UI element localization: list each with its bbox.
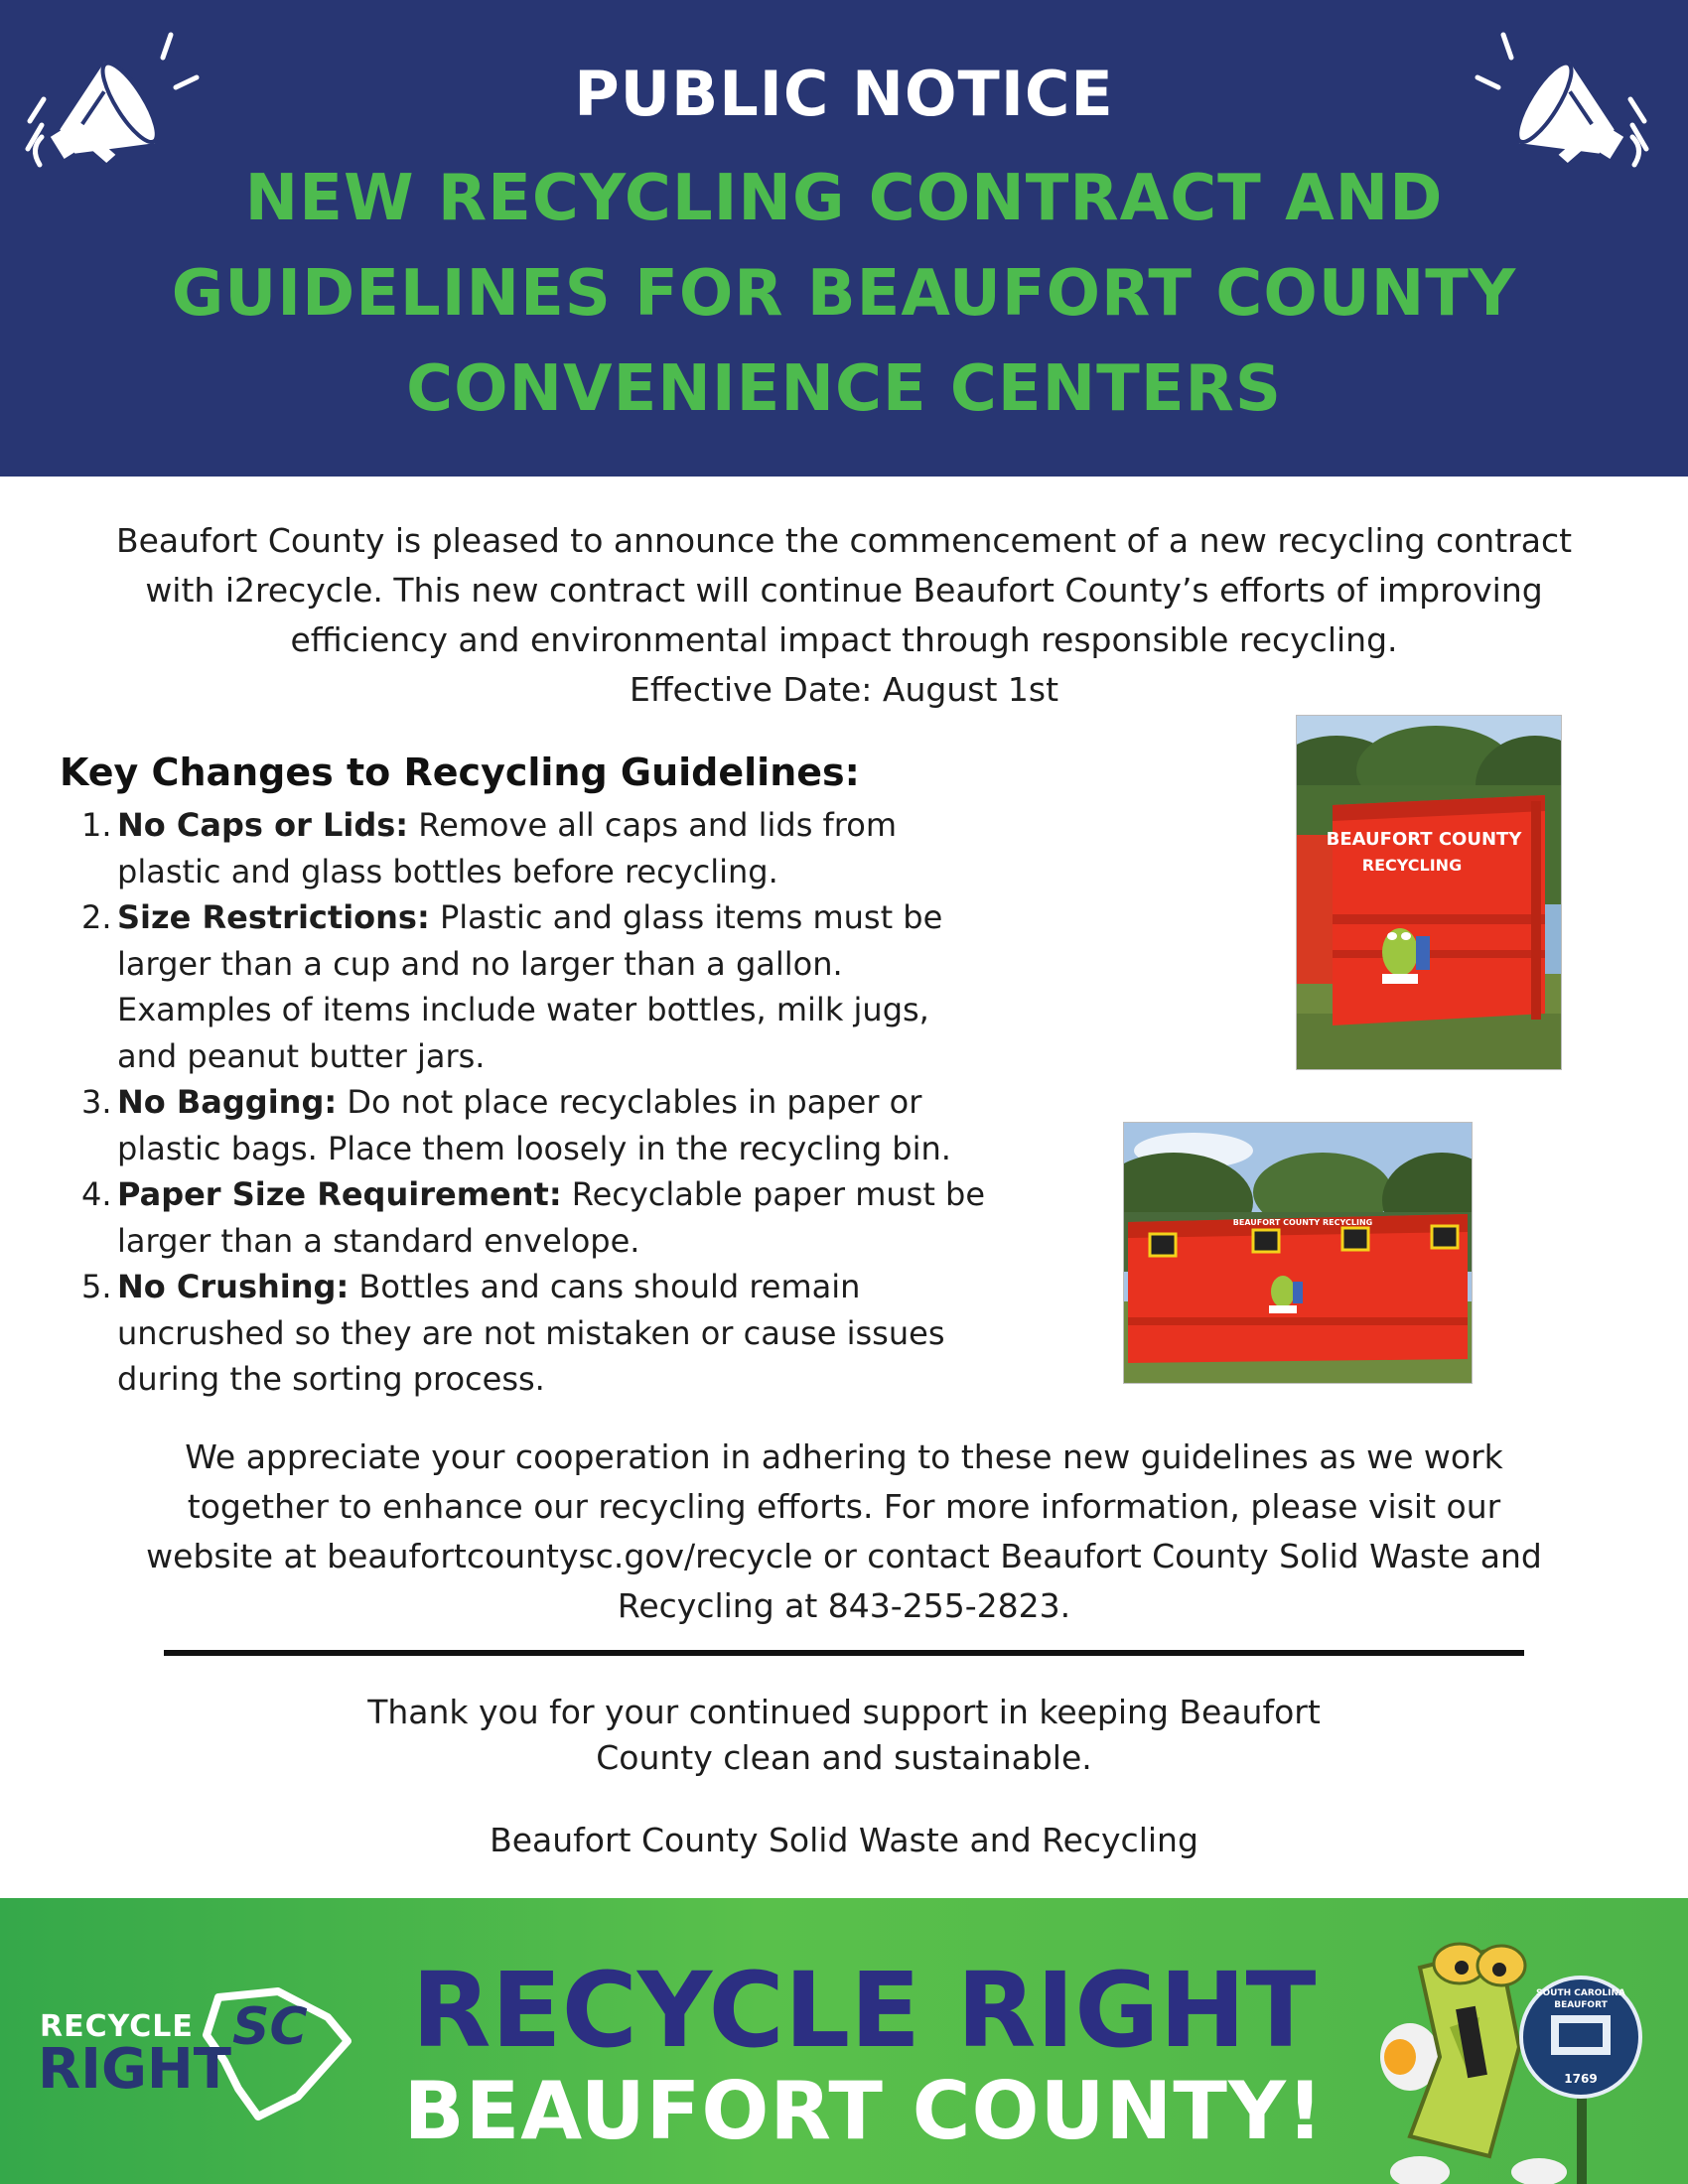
signoff: Beaufort County Solid Waste and Recycling: [490, 1821, 1198, 1859]
item-label: No Crushing:: [117, 1268, 350, 1305]
item-text: during the sorting process.: [117, 1360, 545, 1398]
public-notice-title: PUBLIC NOTICE: [574, 58, 1114, 130]
closing-line: Recycling at 843-255-2823.: [617, 1586, 1071, 1625]
key-changes-list: [81, 802, 1015, 1403]
item-number: 2.: [81, 898, 112, 936]
container-photo-long: [1123, 1122, 1473, 1384]
item-number: 3.: [81, 1083, 112, 1121]
closing-line: We appreciate your cooperation in adhering to these new guidelines as we work: [185, 1437, 1503, 1476]
item-text: Do not place recyclables in paper or: [337, 1083, 922, 1121]
logo-recycle-text: RECYCLE: [40, 2009, 194, 2044]
key-changes-title: Key Changes to Recycling Guidelines:: [60, 751, 860, 794]
item-label: Size Restrictions:: [117, 898, 430, 936]
item-number: 4.: [81, 1175, 112, 1213]
container-label: BEAUFORT COUNTY: [1326, 829, 1522, 850]
thanks-message: [248, 1690, 1440, 1781]
seal-text: SOUTH CAROLINA: [1536, 1988, 1625, 1998]
intro-line: Beaufort County is pleased to announce the commencement of a new recycling contract: [115, 521, 1573, 560]
logo-right-text: RIGHT: [38, 2037, 231, 2102]
headline-line: GUIDELINES FOR BEAUFORT COUNTY: [171, 257, 1517, 331]
container-photo-upright: [1296, 715, 1562, 1070]
item-text: Remove all caps and lids from: [408, 806, 897, 844]
list-item: [81, 894, 1015, 1079]
item-text: larger than a standard envelope.: [117, 1221, 640, 1260]
closing-line: website at beaufortcountysc.gov/recycle or contact Beaufort County Solid Waste and: [146, 1537, 1542, 1575]
footer-banner: [0, 1898, 1688, 2184]
item-number: 1.: [81, 806, 112, 844]
intro-paragraph: [40, 516, 1648, 715]
item-text: uncrushed so they are not mistaken or cause issues: [117, 1313, 945, 1352]
seal-text: BEAUFORT: [1554, 2000, 1608, 2010]
list-item: [81, 1171, 1015, 1264]
item-text: and peanut butter jars.: [117, 1036, 486, 1075]
container-label: RECYCLING: [1361, 856, 1463, 875]
intro-line: efficiency and environmental impact through responsible recycling.: [290, 620, 1398, 659]
intro-line: with i2recycle. This new contract will continue Beaufort County’s efforts of improving: [145, 571, 1543, 610]
item-label: Paper Size Requirement:: [117, 1175, 562, 1213]
item-text: Bottles and cans should remain: [349, 1268, 861, 1305]
item-text: Examples of items include water bottles, milk jugs,: [117, 991, 929, 1028]
closing-paragraph: [40, 1433, 1648, 1631]
headline-line: CONVENIENCE CENTERS: [406, 352, 1282, 426]
container-label: BEAUFORT COUNTY RECYCLING: [1232, 1218, 1373, 1227]
item-text: plastic and glass bottles before recycling.: [117, 852, 778, 890]
item-number: 5.: [81, 1268, 112, 1305]
county-seal-icon: [1521, 1978, 1640, 2097]
thanks-line: Thank you for your continued support in keeping Beaufort: [367, 1693, 1321, 1731]
slogan-recycle-right: RECYCLE RIGHT: [411, 1950, 1317, 2071]
item-text: larger than a cup and no larger than a gallon.: [117, 944, 843, 983]
effective-date: Effective Date: August 1st: [629, 670, 1059, 709]
recycle-mascot-icon: [1350, 1908, 1688, 2184]
divider: [164, 1650, 1524, 1656]
item-label: No Bagging:: [117, 1083, 338, 1121]
closing-line: together to enhance our recycling efforts. For more information, please visit our: [187, 1487, 1501, 1526]
item-label: No Caps or Lids:: [117, 806, 409, 844]
list-item: [81, 1264, 1015, 1403]
headline-line: NEW RECYCLING CONTRACT AND: [244, 162, 1444, 235]
item-text: Recyclable paper must be: [561, 1175, 986, 1213]
headline: [99, 151, 1589, 437]
seal-year: 1769: [1564, 2072, 1598, 2086]
item-text: Plastic and glass items must be: [429, 898, 943, 936]
slogan-beaufort-county: BEAUFORT COUNTY!: [403, 2065, 1325, 2157]
logo-sc-text: SC: [232, 1997, 308, 2057]
item-text: plastic bags. Place them loosely in the recycling bin.: [117, 1129, 951, 1167]
header-banner: [0, 0, 1688, 477]
list-item: [81, 802, 1015, 894]
list-item: [81, 1079, 1015, 1171]
thanks-line: County clean and sustainable.: [596, 1738, 1092, 1777]
